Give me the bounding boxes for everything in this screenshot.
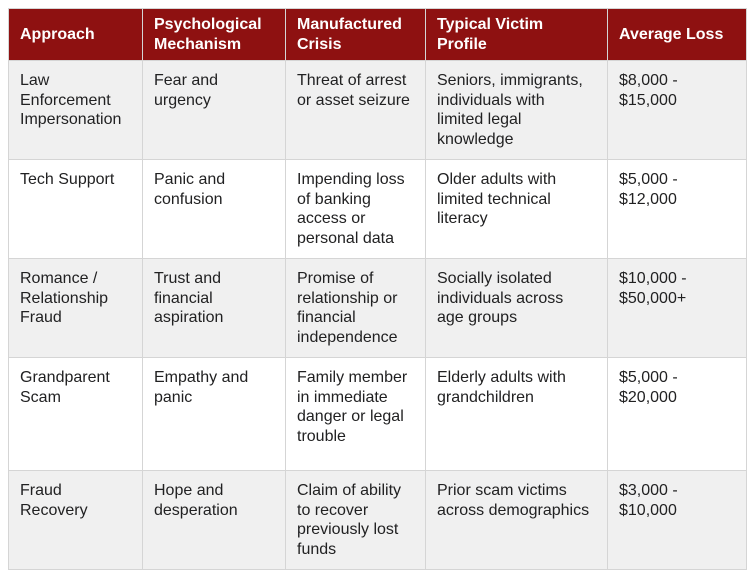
column-header-psychological-mechanism: Psychological Mechanism [143, 9, 286, 61]
table-body [9, 61, 747, 570]
table-row-tech-support [9, 160, 747, 259]
column-header-manufactured-crisis: Manufactured Crisis [286, 9, 426, 61]
table-cell: Romance / Relationship Fraud [9, 259, 143, 358]
table-cell: $10,000 - $50,000+ [608, 259, 747, 358]
table-cell: Fear and urgency [143, 61, 286, 160]
table-cell: Empathy and panic [143, 358, 286, 471]
scam-approaches-table [8, 8, 747, 570]
table-cell: Seniors, immigrants, individuals with limited legal knowledge [426, 61, 608, 160]
table-cell: $5,000 - $12,000 [608, 160, 747, 259]
table-cell: Claim of ability to recover previously lost funds [286, 471, 426, 570]
column-header-typical-victim-profile: Typical Victim Profile [426, 9, 608, 61]
table-cell: $8,000 - $15,000 [608, 61, 747, 160]
table-cell: $5,000 - $20,000 [608, 358, 747, 471]
table-cell: Tech Support [9, 160, 143, 259]
table-cell: Older adults with limited technical literacy [426, 160, 608, 259]
table-cell: Trust and financial aspiration [143, 259, 286, 358]
table-cell: $3,000 - $10,000 [608, 471, 747, 570]
table-cell: Law Enforcement Impersonation [9, 61, 143, 160]
table-cell: Promise of relationship or financial independence [286, 259, 426, 358]
table-header [9, 9, 747, 61]
table-cell: Socially isolated individuals across age groups [426, 259, 608, 358]
table-cell: Fraud Recovery [9, 471, 143, 570]
table-cell: Elderly adults with grandchildren [426, 358, 608, 471]
table-cell: Grandparent Scam [9, 358, 143, 471]
table-cell: Threat of arrest or asset seizure [286, 61, 426, 160]
column-header-approach: Approach [9, 9, 143, 61]
table-cell: Impending loss of banking access or personal data [286, 160, 426, 259]
table-row-law-enforcement-impersonation [9, 61, 747, 160]
header-row [9, 9, 747, 61]
table-row-romance-relationship-fraud [9, 259, 747, 358]
table-cell: Hope and desperation [143, 471, 286, 570]
table-cell: Panic and confusion [143, 160, 286, 259]
table-cell: Family member in immediate danger or legal trouble [286, 358, 426, 471]
table-row-grandparent-scam [9, 358, 747, 471]
column-header-average-loss: Average Loss [608, 9, 747, 61]
table-cell: Prior scam victims across demographics [426, 471, 608, 570]
